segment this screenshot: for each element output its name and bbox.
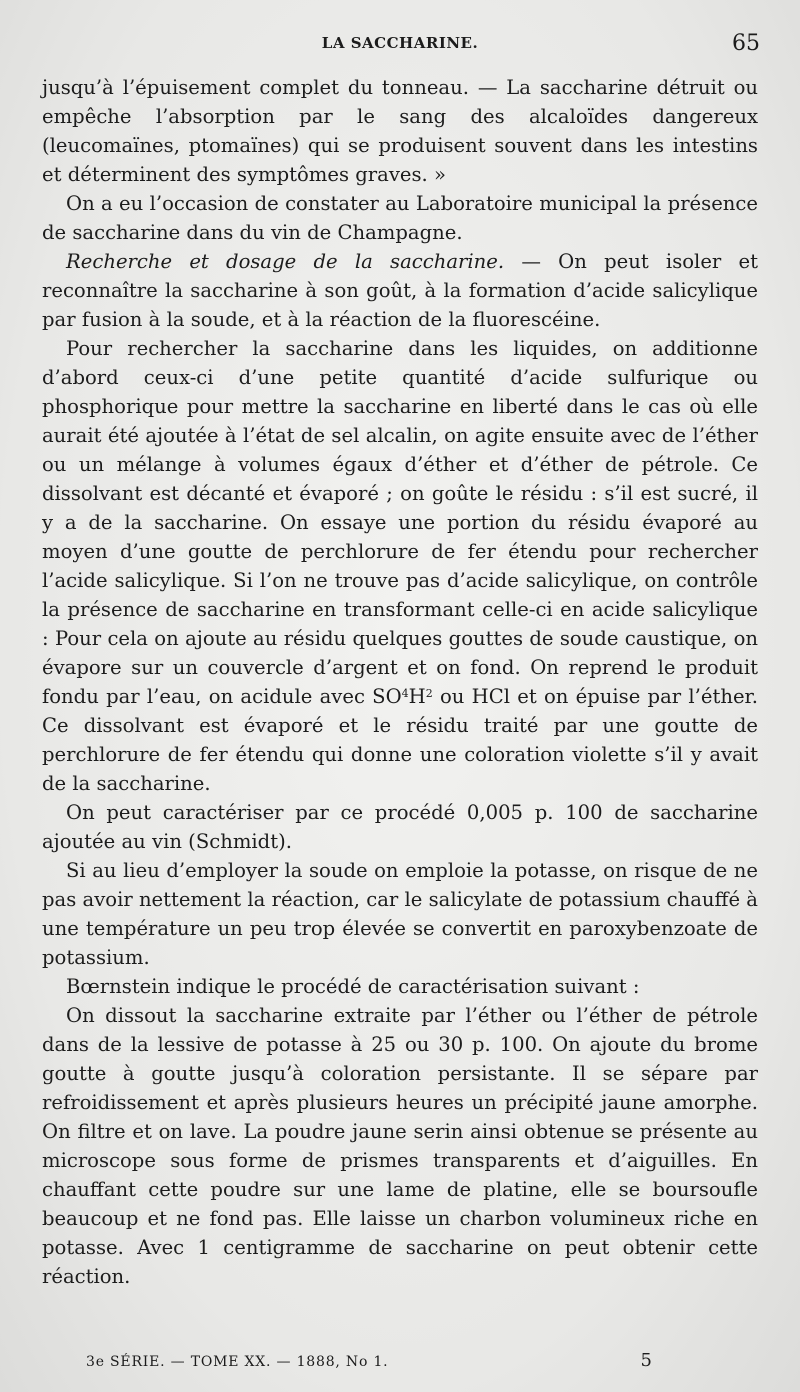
text-run: — On peut isoler et reconnaître la saccharine à son goût, à la formation d’acide salicylique par fusion à la soude, et à la réaction de la fluorescéine. [42,250,758,331]
page-header [0,31,800,58]
paragraph-p3 [42,247,758,334]
text-run: Si au lieu d’employer la soude on emploie la potasse, on risque de ne pas avoir nettement la réaction, car le salicylate de potassium chauffé à une température un peu trop élevée se convertit en paroxybenzoate de potassium. [42,859,758,969]
paragraph-p2 [42,189,758,247]
text-run: H [408,685,426,708]
text-run: jusqu’à l’épuisement complet du tonneau. — La saccharine détruit ou empêche l’absorption par le sang des alcaloïdes dangereux (leucomaïnes, ptomaïnes) qui se produisent souvent dans les intestins et déterminent des symptômes graves. » [42,76,758,186]
running-title: LA SACCHARINE. [321,34,479,52]
page-number: 65 [732,31,760,56]
superscript: 2 [425,687,433,700]
text-run: On peut caractériser par ce procédé 0,005 p. 100 de saccharine ajoutée au vin (Schmidt). [42,801,758,853]
page-footer [0,1350,800,1378]
text-run: ou HCl et on épuise par l’éther. Ce dissolvant est évaporé et le résidu traité par une goutte de perchlorure de fer étendu qui donne une coloration violette s’il y avait de la saccharine. [42,685,758,795]
paragraph-p1 [42,73,758,189]
paragraph-p4 [42,334,758,798]
paragraph-p7 [42,972,758,1001]
paragraph-p6 [42,856,758,972]
text-run: Bœrnstein indique le procédé de caractérisation suivant : [66,975,640,998]
paragraph-p8 [42,1001,758,1291]
body-text [42,73,758,1291]
series-line: 3e SÉRIE. — TOME XX. — 1888, No 1. [86,1354,389,1370]
superscript: 4 [401,687,409,700]
signature-mark: 5 [640,1350,652,1371]
paragraph-p5 [42,798,758,856]
text-run: On a eu l’occasion de constater au Laboratoire municipal la présence de saccharine dans du vin de Champagne. [42,192,758,244]
section-heading: Recherche et dosage de la saccharine. [66,250,505,273]
text-run: Pour rechercher la saccharine dans les liquides, on additionne d’abord ceux-ci d’une petite quantité d’acide sulfurique ou phosphorique pour mettre la saccharine en liberté dans le cas où elle aurait été ajoutée à l’état de sel alcalin, on agite ensuite avec de l’éther ou un mélange à volumes égaux d’éther et d’éther de pétrole. Ce dissolvant est décanté et évaporé ; on goûte le résidu : s’il est sucré, il y a de la saccharine. On essaye une portion du résidu évaporé au moyen d’une goutte de perchlorure de fer étendu pour rechercher l’acide salicylique. Si l’on ne trouve pas d’acide salicylique, on contrôle la présence de saccharine en transformant celle-ci en acide salicylique : Pour cela on ajoute au résidu quelques gouttes de soude caustique, on évapore sur un couvercle d’argent et on fond. On reprend le produit fondu par l’eau, on acidule avec SO [42,337,758,708]
text-run: On dissout la saccharine extraite par l’éther ou l’éther de pétrole dans de la lessive de potasse à 25 ou 30 p. 100. On ajoute du brome goutte à goutte jusqu’à coloration persistante. Il se sépare par refroidissement et après plusieurs heures un précipité jaune amorphe. On filtre et on lave. La poudre jaune serin ainsi obtenue se présente au microscope sous forme de prismes transparents et d’aiguilles. En chauffant cette poudre sur une lame de platine, elle se boursoufle beaucoup et ne fond pas. Elle laisse un charbon volumineux riche en potasse. Avec 1 centigramme de saccharine on peut obtenir cette réaction. [42,1004,758,1288]
